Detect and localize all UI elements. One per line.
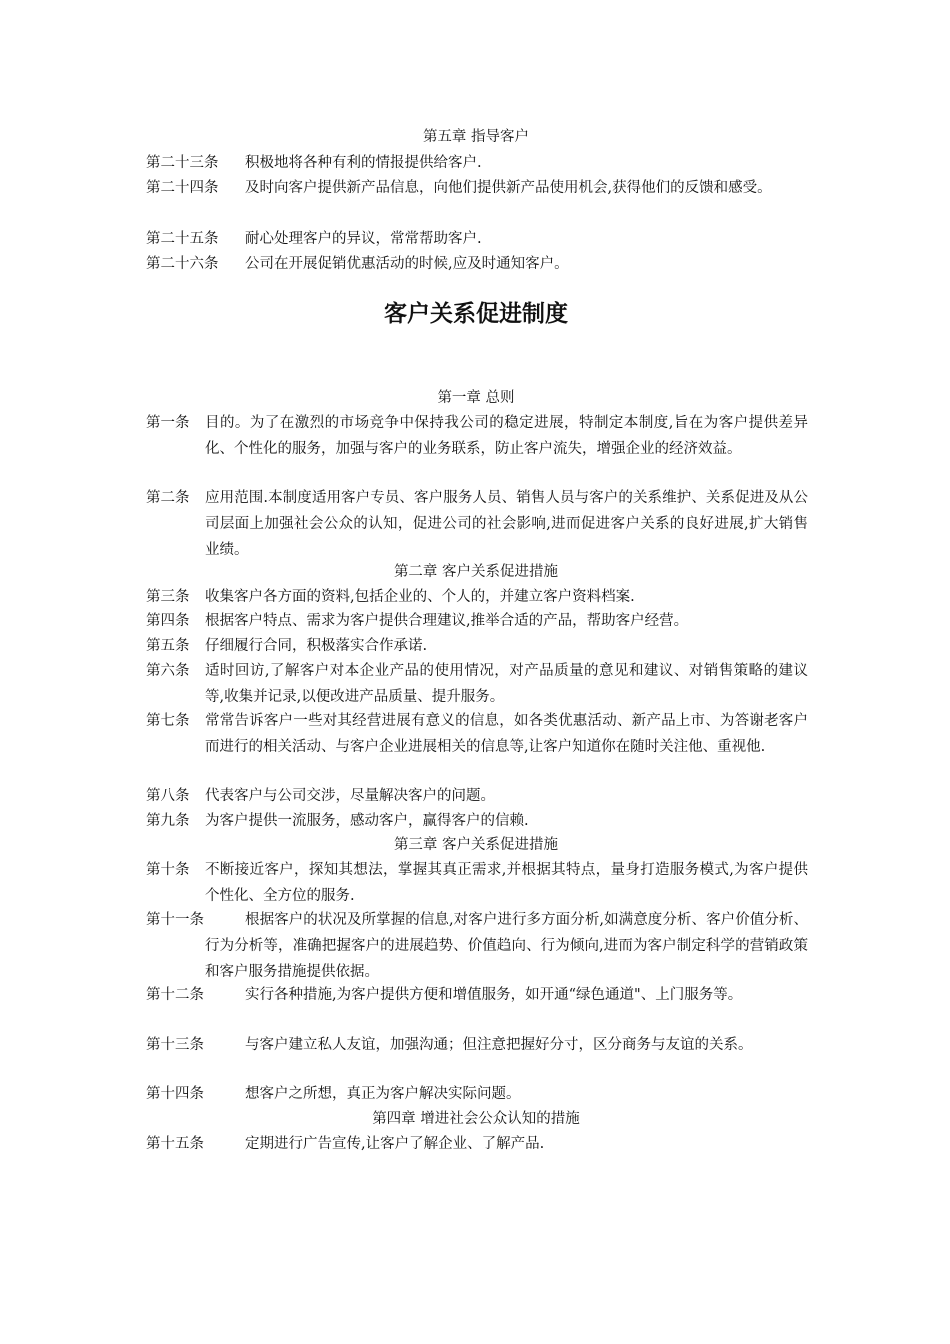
chapter-3-heading: 第三章 客户关系促进措施 [393, 837, 559, 853]
article-text: 公司在开展促销优惠活动的时候,应及时通知客户。 [245, 256, 569, 272]
article-text: 根据客户特点、需求为客户提供合理建议,推举合适的产品，帮助客户经营。 [205, 613, 689, 629]
article-6 [146, 658, 808, 710]
article-26 [146, 251, 808, 277]
article-4 [146, 608, 808, 634]
article-text: 收集客户各方面的资料,包括企业的、个人的，并建立客户资料档案. [205, 589, 635, 605]
chapter-2-heading: 第二章 客户关系促进措施 [393, 564, 559, 580]
article-text: 积极地将各种有利的情报提供给客户. [245, 155, 482, 171]
article-label: 第十四条 [146, 1086, 204, 1102]
article-label: 第一条 [146, 415, 190, 431]
article-text: 应用范围.本制度适用客户专员、客户服务人员、销售人员与客户的关系维护、关系促进及从公司层面上加强社会公众的认知，促进公司的社会影响,进而促进客户关系的良好进展,扩大销售业绩。 [205, 490, 808, 558]
article-text: 为客户提供一流服务，感动客户，赢得客户的信赖. [205, 813, 529, 829]
article-text: 仔细履行合同，积极落实合作承诺. [205, 638, 428, 654]
article-13 [146, 1032, 808, 1058]
article-label: 第十五条 [146, 1136, 204, 1152]
document-title: 客户关系促进制度 [384, 301, 568, 327]
article-label: 第五条 [146, 638, 190, 654]
article-11 [146, 907, 808, 985]
article-2 [146, 485, 808, 563]
article-label: 第八条 [146, 788, 190, 804]
article-12 [146, 982, 808, 1008]
article-label: 第三条 [146, 589, 190, 605]
article-23 [146, 150, 808, 176]
article-label: 第十二条 [146, 987, 204, 1003]
article-1 [146, 410, 808, 462]
article-text: 目的。为了在激烈的市场竞争中保持我公司的稳定进展，特制定本制度,旨在为客户提供差异化、个性化的服务，加强与客户的业务联系，防止客户流失，增强企业的经济效益。 [205, 415, 808, 457]
article-10 [146, 857, 808, 909]
article-label: 第七条 [146, 713, 190, 729]
article-8 [146, 783, 808, 809]
article-label: 第二十六条 [146, 256, 219, 272]
article-label: 第二十四条 [146, 180, 219, 196]
article-5 [146, 633, 808, 659]
article-label: 第四条 [146, 613, 190, 629]
article-text: 定期进行广告宣传,让客户了解企业、了解产品. [245, 1136, 545, 1152]
article-label: 第十条 [146, 862, 190, 878]
article-label: 第二条 [146, 490, 190, 506]
article-label: 第六条 [146, 663, 190, 679]
article-text: 适时回访,了解客户对本企业产品的使用情况，对产品质量的意见和建议、对销售策略的建议等,收集并记录,以便改进产品质量、提升服务。 [205, 663, 808, 705]
article-14 [146, 1081, 808, 1107]
article-text: 想客户之所想，真正为客户解决实际问题。 [245, 1086, 521, 1102]
article-3 [146, 584, 808, 610]
article-text: 不断接近客户，探知其想法，掌握其真正需求,并根据其特点，量身打造服务模式,为客户提供个性化、全方位的服务. [205, 862, 808, 904]
article-label: 第十三条 [146, 1037, 204, 1053]
chapter-1-heading: 第一章 总则 [437, 390, 515, 406]
article-text: 与客户建立私人友谊，加强沟通；但注意把握好分寸，区分商务与友谊的关系。 [245, 1037, 753, 1053]
chapter-4-heading: 第四章 增进社会公众认知的措施 [372, 1111, 580, 1127]
article-label: 第九条 [146, 813, 190, 829]
article-9 [146, 808, 808, 834]
article-label: 第二十三条 [146, 155, 219, 171]
article-7 [146, 708, 808, 760]
article-text: 根据客户的状况及所掌握的信息,对客户进行多方面分析,如满意度分析、客户价值分析、行为分析等，准确把握客户的进展趋势、价值趋向、行为倾向,进而为客户制定科学的营销政策和客户服务措施提供依据。 [205, 912, 808, 980]
article-25 [146, 226, 808, 252]
article-24 [146, 175, 808, 201]
article-label: 第二十五条 [146, 231, 219, 247]
article-15 [146, 1131, 808, 1157]
chapter-5-heading: 第五章 指导客户 [422, 129, 530, 145]
article-label: 第十一条 [146, 912, 204, 928]
article-text: 实行各种措施,为客户提供方便和增值服务，如开通“绿色通道"、上门服务等。 [245, 987, 743, 1003]
article-text: 常常告诉客户一些对其经营进展有意义的信息，如各类优惠活动、新产品上市、为答谢老客户而进行的相关活动、与客户企业进展相关的信息等,让客户知道你在随时关注他、重视他. [205, 713, 808, 755]
article-text: 及时向客户提供新产品信息，向他们提供新产品使用机会,获得他们的反馈和感受。 [245, 180, 772, 196]
article-text: 代表客户与公司交涉，尽量解决客户的问题。 [205, 788, 495, 804]
article-text: 耐心处理客户的异议，常常帮助客户. [245, 231, 482, 247]
